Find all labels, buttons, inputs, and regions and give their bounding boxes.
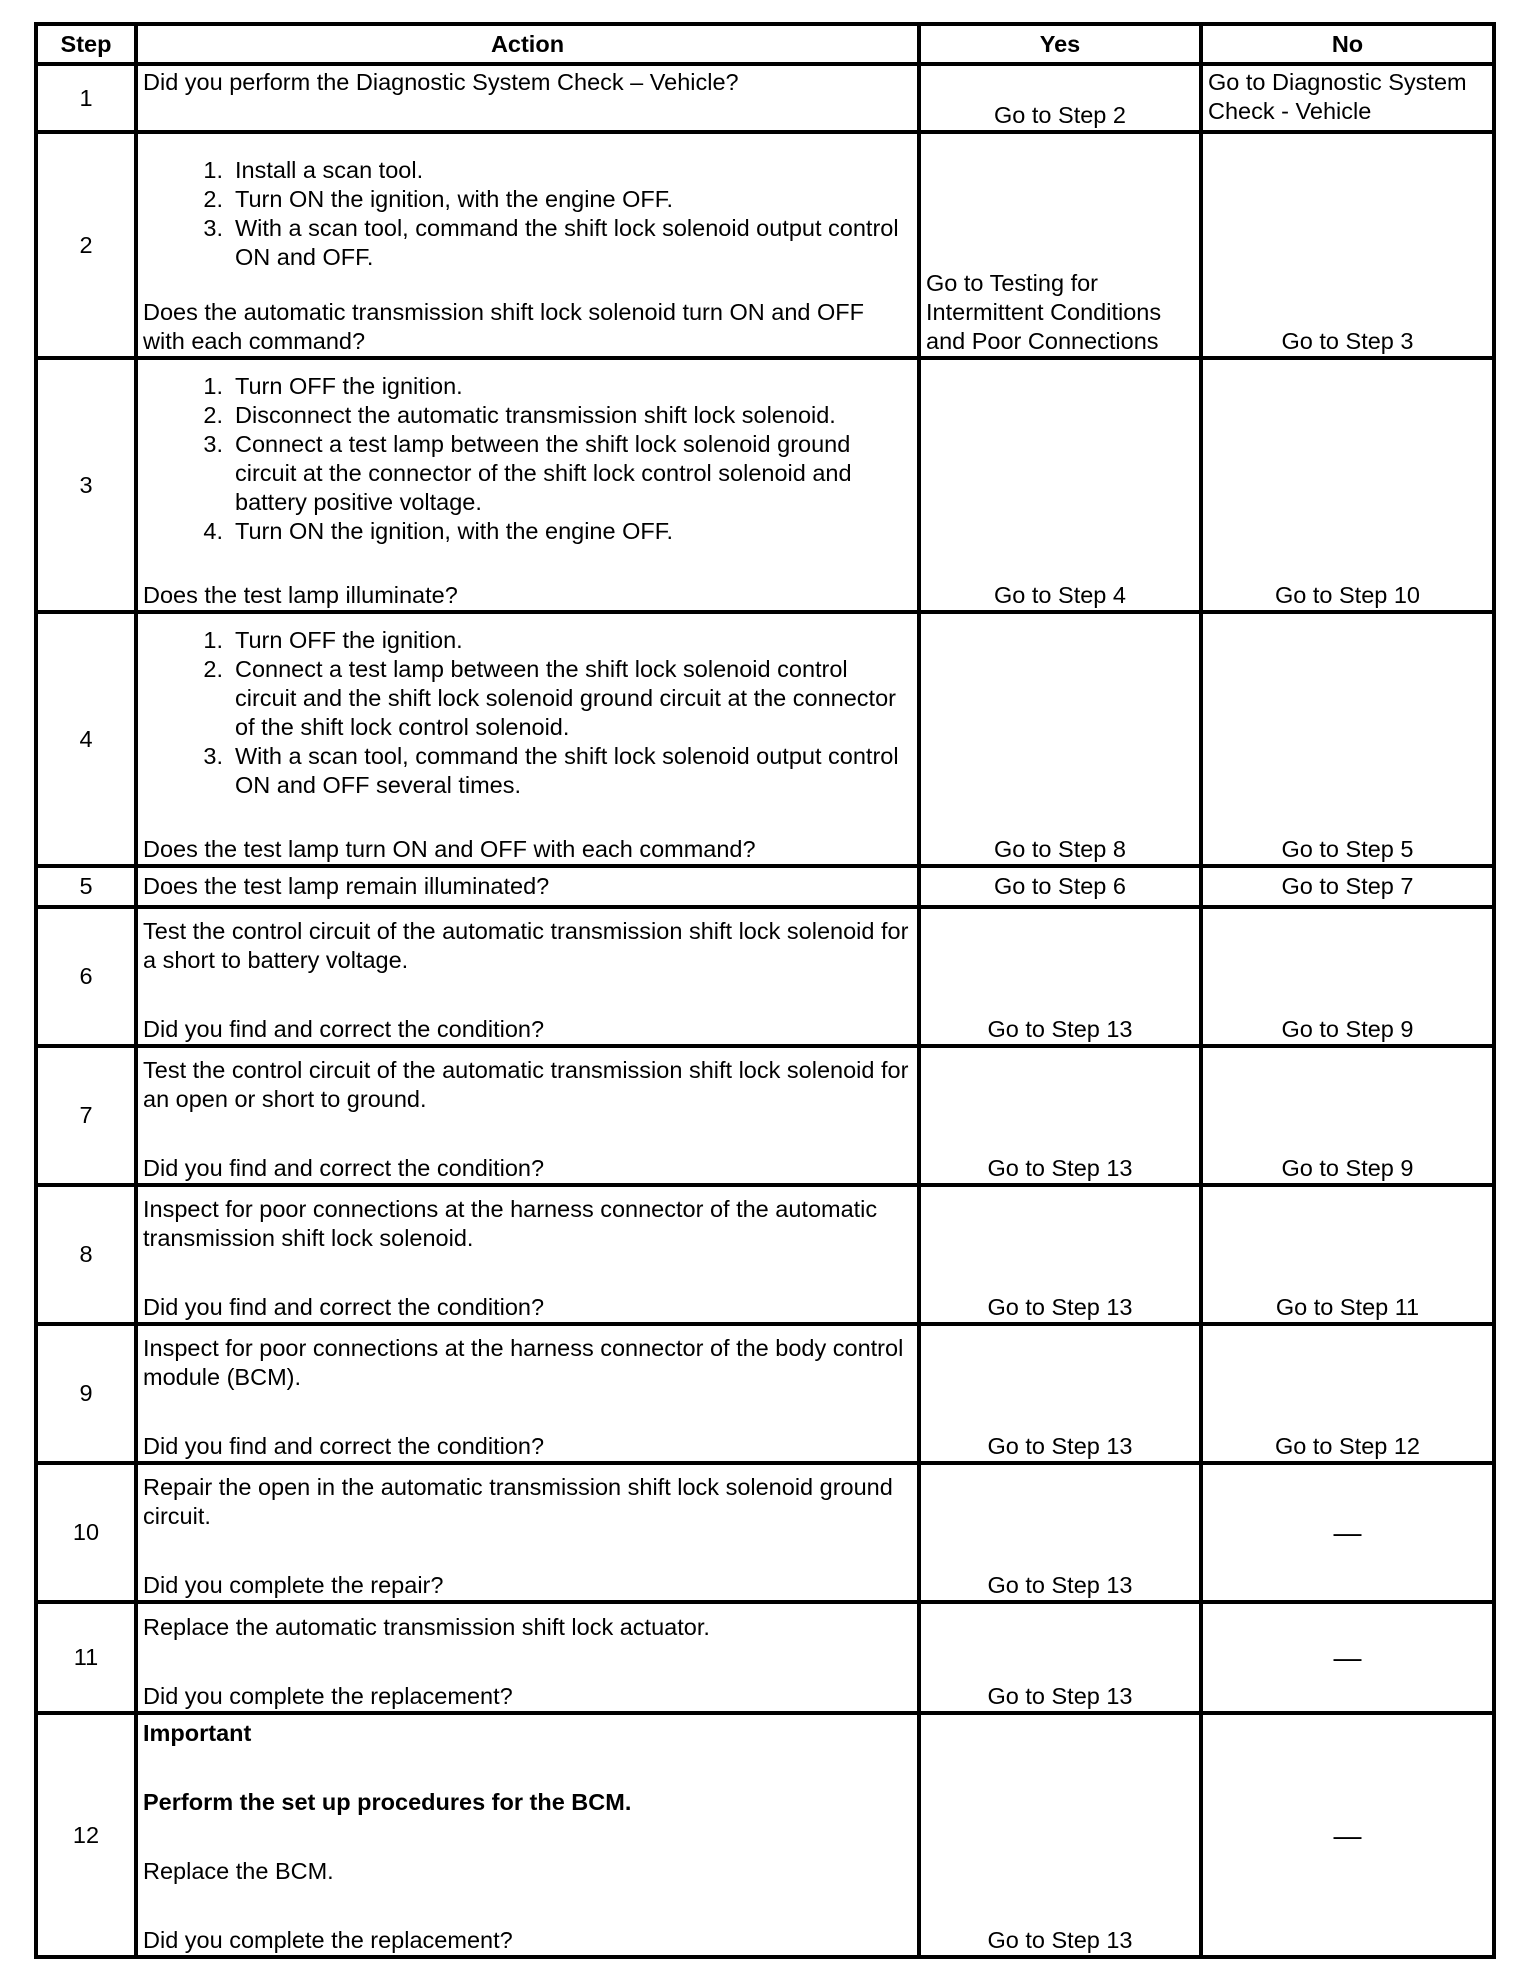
action-cell [136, 1463, 919, 1602]
action-cell [136, 1602, 919, 1713]
list-item [143, 430, 912, 517]
list-text: Turn OFF the ignition. [235, 627, 463, 653]
step-number: 9 [36, 1324, 136, 1463]
action-question: Does the test lamp remain illuminated? [143, 873, 550, 899]
action-question: Does the automatic transmission shift lock solenoid turn ON and OFF with each command? [143, 299, 864, 354]
step-number: 5 [36, 866, 136, 907]
action-cell [136, 1713, 919, 1957]
no-cell: Go to Step 5 [1201, 612, 1494, 866]
action-question: Did you complete the repair? [143, 1572, 444, 1598]
yes-cell: Go to Step 13 [919, 1324, 1201, 1463]
action-list [143, 626, 912, 800]
table-row [36, 1046, 1494, 1185]
yes-cell: Go to Step 13 [919, 1463, 1201, 1602]
yes-cell: Go to Step 13 [919, 1046, 1201, 1185]
yes-cell: Go to Step 2 [919, 64, 1201, 132]
action-cell [136, 1046, 919, 1185]
action-cell [136, 64, 919, 132]
list-num: 1. [203, 157, 223, 183]
action-question: Did you find and correct the condition? [143, 1433, 545, 1459]
action-question: Did you find and correct the condition? [143, 1016, 545, 1042]
list-num: 2. [203, 656, 223, 682]
table-row [36, 64, 1494, 132]
list-text: Turn ON the ignition, with the engine OFF. [235, 186, 674, 212]
action-question: Did you find and correct the condition? [143, 1294, 545, 1320]
action-cell [136, 1324, 919, 1463]
header-yes: Yes [919, 24, 1201, 64]
header-step: Step [36, 24, 136, 64]
step-number: 12 [36, 1713, 136, 1957]
action-question: Did you complete the replacement? [143, 1927, 513, 1953]
diagnostic-table [34, 22, 1496, 1959]
list-text: With a scan tool, command the shift lock solenoid output control ON and OFF. [235, 215, 899, 270]
action-question: Does the test lamp turn ON and OFF with each command? [143, 836, 756, 862]
table-row [36, 1463, 1494, 1602]
table-row [36, 358, 1494, 612]
no-cell: Go to Step 10 [1201, 358, 1494, 612]
step-number: 3 [36, 358, 136, 612]
list-item [143, 185, 912, 214]
list-item [143, 214, 912, 272]
action-cell [136, 866, 919, 907]
step-number: 7 [36, 1046, 136, 1185]
action-cell [136, 1185, 919, 1324]
no-cell: Go to Step 9 [1201, 1046, 1494, 1185]
list-item [143, 372, 912, 401]
important-text: Perform the set up procedures for the BCM. [143, 1789, 632, 1815]
step-number: 8 [36, 1185, 136, 1324]
action-instruction: Repair the open in the automatic transmission shift lock solenoid ground circuit. [143, 1474, 893, 1529]
yes-cell: Go to Step 13 [919, 907, 1201, 1046]
table-row [36, 1324, 1494, 1463]
no-cell: Go to Diagnostic System Check - Vehicle [1201, 64, 1494, 132]
table-row [36, 866, 1494, 907]
list-text: Turn OFF the ignition. [235, 373, 463, 399]
header-action: Action [136, 24, 919, 64]
list-text: Turn ON the ignition, with the engine OFF. [235, 518, 674, 544]
no-cell: Go to Step 7 [1201, 866, 1494, 907]
action-cell [136, 907, 919, 1046]
action-question: Did you complete the replacement? [143, 1683, 513, 1709]
action-question: Does the test lamp illuminate? [143, 582, 458, 608]
action-list [143, 372, 912, 546]
yes-cell: Go to Step 4 [919, 358, 1201, 612]
action-instruction: Test the control circuit of the automatic transmission shift lock solenoid for a short to battery voltage. [143, 918, 909, 973]
action-cell [136, 358, 919, 612]
list-item [143, 517, 912, 546]
list-item [143, 401, 912, 430]
yes-cell: Go to Step 8 [919, 612, 1201, 866]
step-number: 10 [36, 1463, 136, 1602]
yes-cell: Go to Step 13 [919, 1185, 1201, 1324]
list-num: 3. [203, 743, 223, 769]
no-cell: — [1201, 1713, 1494, 1957]
no-cell: — [1201, 1602, 1494, 1713]
step-number: 1 [36, 64, 136, 132]
yes-cell: Go to Step 6 [919, 866, 1201, 907]
list-num: 1. [203, 373, 223, 399]
action-instruction: Inspect for poor connections at the harness connector of the body control module (BCM). [143, 1335, 904, 1390]
no-cell: — [1201, 1463, 1494, 1602]
list-item [143, 626, 912, 655]
step-number: 6 [36, 907, 136, 1046]
list-text: Disconnect the automatic transmission shift lock solenoid. [235, 402, 836, 428]
header-no: No [1201, 24, 1494, 64]
header-row [36, 24, 1494, 64]
list-item [143, 156, 912, 185]
table-row [36, 612, 1494, 866]
yes-cell: Go to Step 13 [919, 1713, 1201, 1957]
action-instruction: Replace the BCM. [143, 1858, 334, 1884]
list-num: 3. [203, 431, 223, 457]
list-text: Install a scan tool. [235, 157, 424, 183]
action-question: Did you perform the Diagnostic System Check – Vehicle? [143, 69, 739, 95]
list-num: 3. [203, 215, 223, 241]
step-number: 4 [36, 612, 136, 866]
no-cell: Go to Step 3 [1201, 132, 1494, 358]
list-item [143, 655, 912, 742]
action-cell [136, 612, 919, 866]
list-item [143, 742, 912, 800]
action-question: Did you find and correct the condition? [143, 1155, 545, 1181]
action-instruction: Test the control circuit of the automatic transmission shift lock solenoid for an open or short to ground. [143, 1057, 909, 1112]
action-cell [136, 132, 919, 358]
important-label: Important [143, 1720, 252, 1746]
no-cell: Go to Step 11 [1201, 1185, 1494, 1324]
step-number: 11 [36, 1602, 136, 1713]
step-number: 2 [36, 132, 136, 358]
list-text: Connect a test lamp between the shift lock solenoid ground circuit at the connector of the shift lock control solenoid and battery positive voltage. [235, 431, 852, 515]
table-row [36, 1185, 1494, 1324]
list-num: 4. [203, 518, 223, 544]
no-cell: Go to Step 12 [1201, 1324, 1494, 1463]
list-text: With a scan tool, command the shift lock solenoid output control ON and OFF several times. [235, 743, 899, 798]
action-list [143, 156, 912, 272]
list-num: 2. [203, 186, 223, 212]
action-instruction: Replace the automatic transmission shift lock actuator. [143, 1614, 710, 1640]
table-row [36, 1713, 1494, 1957]
yes-cell: Go to Step 13 [919, 1602, 1201, 1713]
list-num: 1. [203, 627, 223, 653]
table-row [36, 132, 1494, 358]
list-num: 2. [203, 402, 223, 428]
table-row [36, 1602, 1494, 1713]
yes-cell: Go to Testing for Intermittent Conditions and Poor Connections [919, 132, 1201, 358]
list-text: Connect a test lamp between the shift lock solenoid control circuit and the shift lock solenoid ground circuit at the connector of the shift lock control solenoid. [235, 656, 896, 740]
action-instruction: Inspect for poor connections at the harness connector of the automatic transmission shift lock solenoid. [143, 1196, 878, 1251]
table-row [36, 907, 1494, 1046]
no-cell: Go to Step 9 [1201, 907, 1494, 1046]
